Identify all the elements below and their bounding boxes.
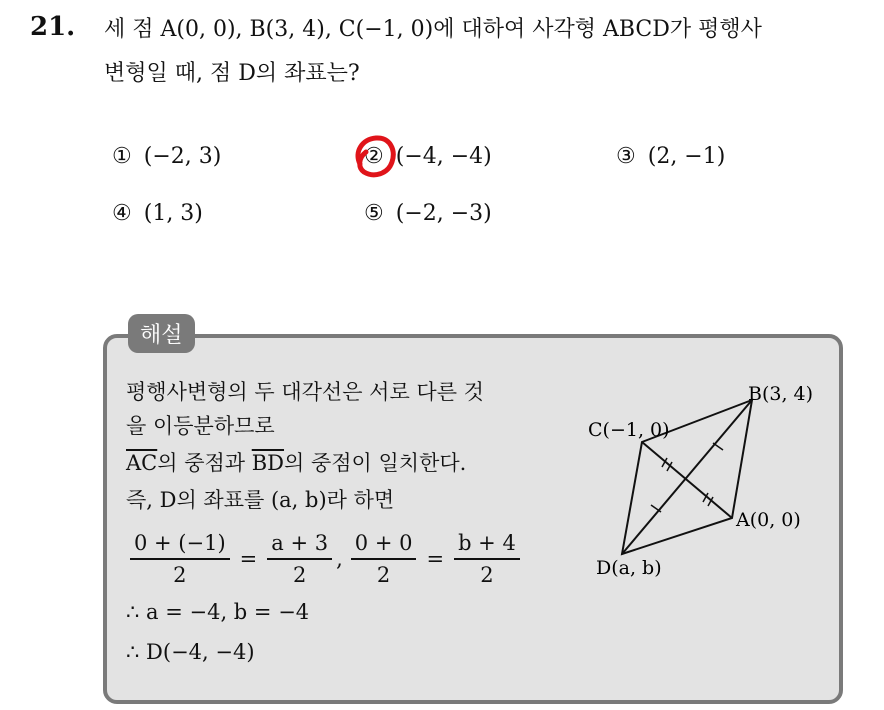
- solution-line-3-mid: 의 중점과: [157, 451, 252, 475]
- question-number: 21.: [30, 12, 76, 42]
- fraction-denominator: 2: [173, 563, 187, 587]
- fraction-numerator: a + 3: [267, 528, 332, 560]
- fraction-1: [130, 528, 230, 590]
- label-c: C(−1, 0): [588, 419, 670, 441]
- fraction-numerator: b + 4: [454, 528, 520, 560]
- choice-number: ①: [112, 144, 132, 169]
- choice-number: ⑤: [364, 201, 384, 226]
- choice-5[interactable]: [364, 201, 492, 226]
- question-text-line1: 세 점 A(0, 0), B(3, 4), C(−1, 0)에 대하여 사각형 ABCD가 평행사: [104, 17, 762, 42]
- solution-line-4: 즉, D의 좌표를 (a, b)라 하면: [126, 488, 395, 512]
- question-text-line2: 변형일 때, 점 D의 좌표는?: [104, 61, 360, 86]
- choice-value: (2, −1): [647, 144, 726, 169]
- solution-line-2: 을 이등분하므로: [126, 414, 275, 438]
- solution-line-7: ∴ D(−4, −4): [126, 640, 255, 664]
- choice-value: (−4, −4): [395, 144, 492, 169]
- label-a: A(0, 0): [736, 509, 801, 531]
- solution-tag: 해설: [128, 314, 195, 353]
- choice-number: ③: [616, 144, 636, 169]
- diagonal-ac: [642, 442, 732, 518]
- choice-4[interactable]: [112, 201, 203, 226]
- choice-value: (−2, −3): [395, 201, 492, 226]
- solution-line-3-end: 의 중점이 일치한다.: [284, 451, 467, 475]
- choice-2[interactable]: [364, 144, 492, 169]
- choice-1[interactable]: [112, 144, 221, 169]
- choice-value: (−2, 3): [143, 144, 222, 169]
- fraction-denominator: 2: [292, 563, 307, 587]
- segment-ac: $\overline{AC}$: [126, 451, 158, 475]
- tick-mark: [713, 443, 723, 450]
- fraction-2: [267, 528, 332, 590]
- fraction-denominator: 2: [480, 563, 494, 587]
- choice-3[interactable]: [616, 144, 725, 169]
- choice-number: ④: [112, 201, 132, 226]
- solution-line-3: [126, 447, 466, 477]
- fraction-4: [454, 528, 520, 590]
- solution-line-6: ∴ a = −4, b = −4: [126, 600, 310, 624]
- parallelogram-diagram: [580, 378, 840, 588]
- equals-sign: =: [426, 547, 445, 571]
- fraction-numerator: 0 + (−1): [130, 528, 230, 560]
- segment-bd: $\overline{BD}$: [251, 451, 285, 475]
- choice-value: (1, 3): [143, 201, 203, 226]
- comma: ,: [336, 547, 343, 571]
- equals-sign: =: [239, 547, 258, 571]
- fraction-denominator: 2: [376, 563, 391, 587]
- solution-equation: [126, 528, 524, 590]
- label-b: B(3, 4): [748, 383, 814, 405]
- fraction-numerator: 0 + 0: [351, 528, 417, 560]
- fraction-3: [351, 528, 417, 590]
- label-d: D(a, b): [596, 557, 662, 579]
- solution-line-1: 평행사변형의 두 대각선은 서로 다른 것: [126, 380, 484, 404]
- choice-number: ②: [364, 144, 384, 169]
